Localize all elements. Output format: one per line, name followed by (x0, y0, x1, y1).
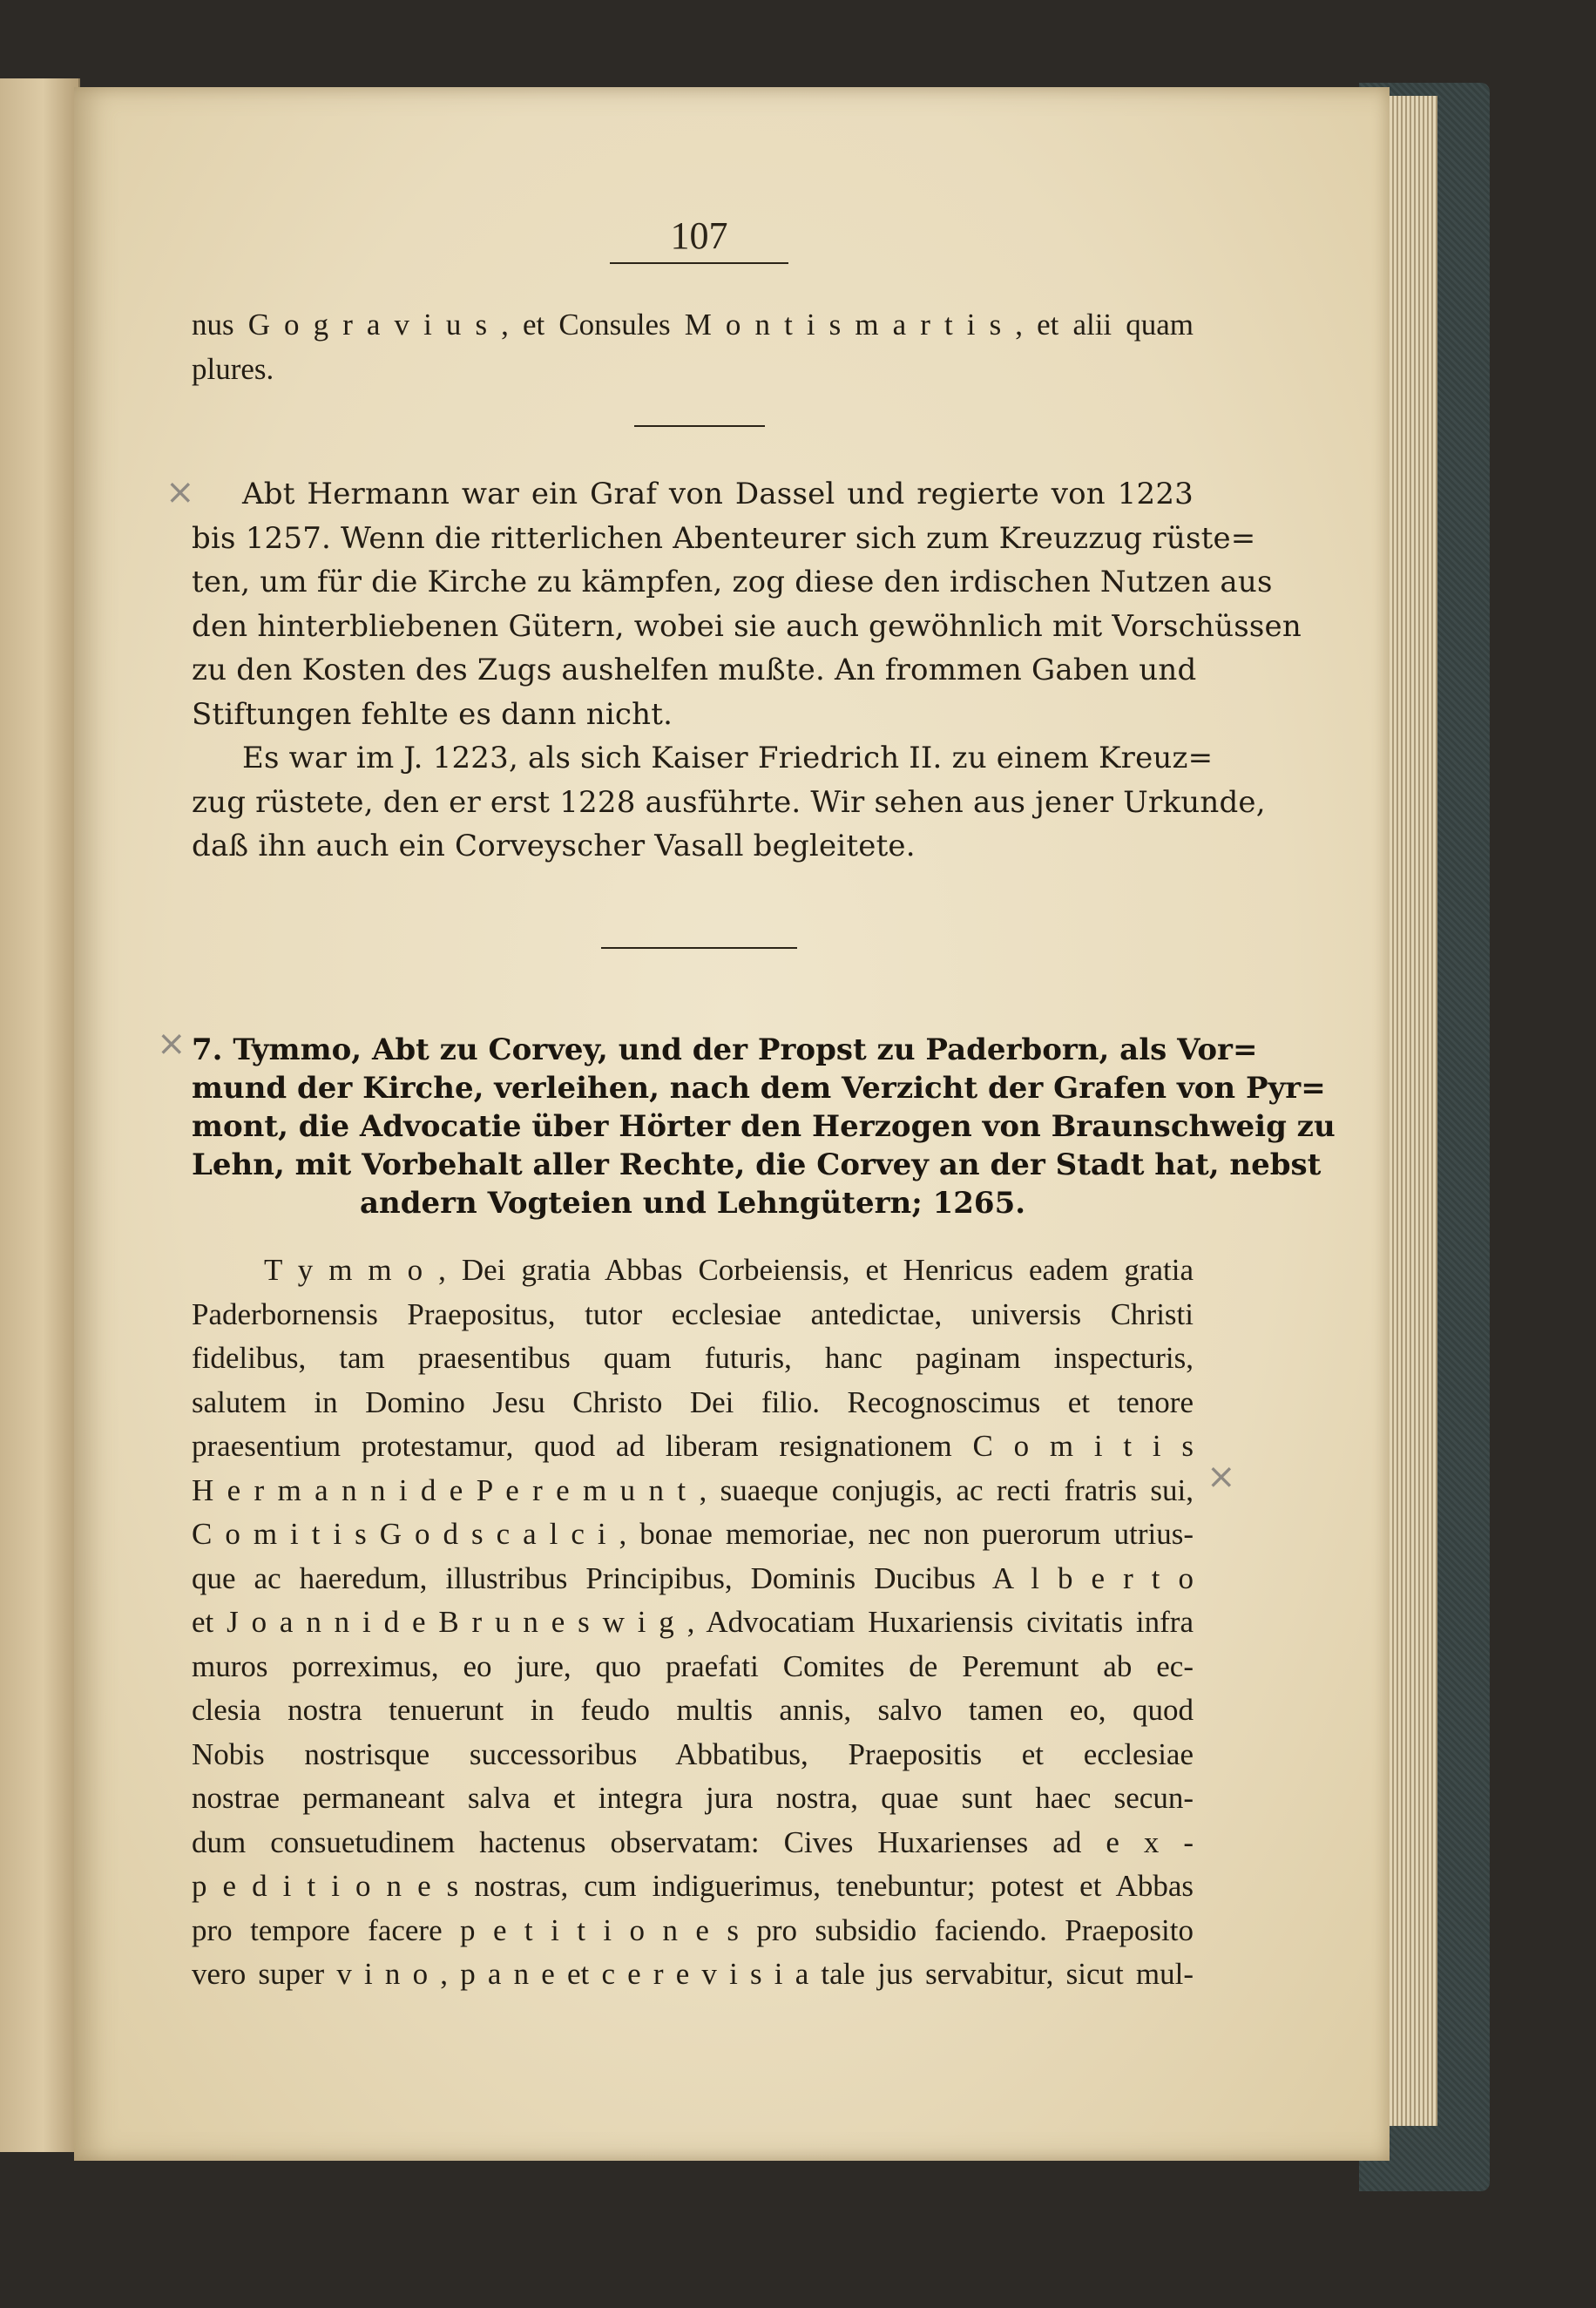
body-line: vero super v i n o , p a n e et c e r e v i s i a tale jus servabitur, sicut mul- (192, 1957, 1194, 1991)
margin-mark: × (157, 1024, 186, 1064)
note-line: daß ihn auch ein Corveyscher Vasall begleitete. (192, 829, 916, 863)
body-line: clesia nostra tenuerunt in feudo multis annis, salvo tamen eo, quod (192, 1693, 1194, 1727)
body-line: dum consuetudinem hactenus observatam: Cives Huxarienses ad e x - (192, 1824, 1194, 1859)
note-line: bis 1257. Wenn die ritterlichen Abenteurer sich zum Kreuzzug rüste= (192, 520, 1256, 556)
heading-line: andern Vogteien und Lehngütern; 1265. (359, 1186, 1026, 1221)
note-line: Es war im J. 1223, als sich Kaiser Friedrich II. zu einem Kreuz= (242, 741, 1214, 775)
margin-mark: × (1207, 1457, 1236, 1497)
body-line: Nobis nostrisque successoribus Abbatibus, Praepositis et ecclesiae (192, 1736, 1194, 1771)
body-line: H e r m a n n i d e P e r e m u n t , suaeque conjugis, ac recti fratris sui, (192, 1472, 1194, 1507)
note-line: Stiftungen fehlte es dann nicht. (192, 696, 673, 732)
heading-line: mund der Kirche, verleihen, nach dem Verzicht der Grafen von Pyr= (192, 1071, 1326, 1106)
body-line: praesentium protestamur, quod ad liberam resignationem C o m i t i s (192, 1429, 1194, 1463)
text-line: nus G o g r a v i u s , et Consules M o n t i s m a r t i s , et alii quam (192, 308, 1194, 342)
body-line: p e d i t i o n e s nostras, cum indiguerimus, tenebuntur; potest et Abbas (192, 1869, 1194, 1903)
body-line: nostrae permaneant salva et integra jura nostra, quae sunt haec secun- (192, 1781, 1194, 1815)
page-number: 107 (610, 213, 788, 264)
heading-line: mont, die Advocatie über Hörter den Herzogen von Braunschweig zu (192, 1109, 1336, 1144)
continued-text (192, 303, 1194, 391)
note-line: zu den Kosten des Zugs aushelfen mußte. An frommen Gaben und (192, 653, 1197, 687)
body-line: fidelibus, tam praesentibus quam futuris, hanc paginam inspecturis, (192, 1341, 1194, 1375)
note-line: ten, um für die Kirche zu kämpfen, zog diese den irdischen Nutzen aus (192, 565, 1273, 599)
footnote-block (192, 472, 1302, 869)
document-heading (192, 1031, 1336, 1222)
separator-rule (634, 425, 765, 427)
heading-line: Lehn, mit Vorbehalt aller Rechte, die Corvey an der Stadt hat, nebst (192, 1147, 1322, 1182)
body-line: Paderbornensis Praepositus, tutor ecclesiae antedictae, universis Christi (192, 1296, 1194, 1331)
body-line: pro tempore facere p e t i t i o n e s pro subsidio faciendo. Praeposito (192, 1912, 1194, 1947)
body-line: muros porreximus, eo jure, quo praefati Comites de Peremunt ab ec- (192, 1648, 1194, 1683)
separator-rule (601, 947, 797, 949)
charter-text (192, 1249, 1194, 1997)
body-line: et J o a n n i d e B r u n e s w i g , Advocatiam Huxariensis civitatis infra (192, 1605, 1194, 1639)
body-line: que ac haeredum, illustribus Principibus, Dominis Ducibus A l b e r t o (192, 1560, 1194, 1595)
body-line: C o m i t i s G o d s c a l c i , bonae memoriae, nec non puerorum utrius- (192, 1517, 1194, 1551)
note-line: Abt Hermann war ein Graf von Dassel und regierte von 1223 (242, 477, 1194, 511)
heading-line: 7. Tymmo, Abt zu Corvey, und der Propst zu Paderborn, als Vor= (192, 1032, 1258, 1067)
margin-mark: × (166, 472, 195, 512)
note-line: den hinterbliebenen Gütern, wobei sie auch gewöhnlich mit Vorschüssen (192, 608, 1302, 644)
note-line: zug rüstete, den er erst 1228 ausführte. Wir sehen aus jener Urkunde, (192, 784, 1266, 820)
left-page-edge (0, 78, 80, 2152)
body-line: salutem in Domino Jesu Christo Dei filio. Recognoscimus et tenore (192, 1384, 1194, 1419)
body-line: T y m m o , Dei gratia Abbas Corbeiensis, et Henricus eadem gratia (264, 1253, 1194, 1287)
text-line: plures. (192, 351, 274, 386)
